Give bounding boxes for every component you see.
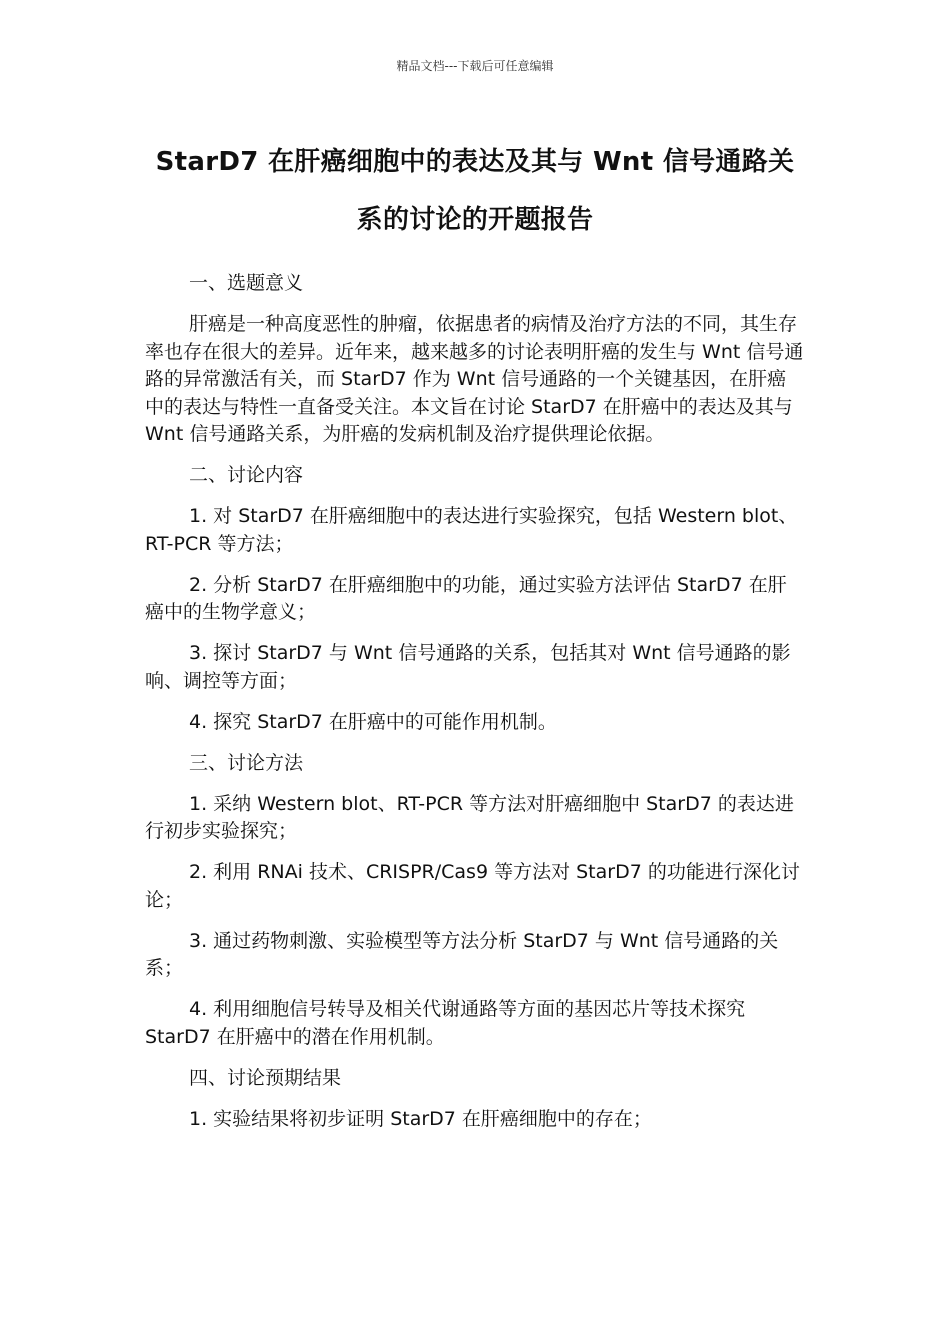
- list-item: 1. 采纳 Western blot、RT-PCR 等方法对肝癌细胞中 StarD7 的表达进行初步实验探究；: [145, 792, 794, 842]
- page-header-note: 精品文档---下载后可任意编辑: [396, 59, 554, 73]
- list-item: 4. 利用细胞信号转导及相关代谢通路等方面的基因芯片等技术探究 StarD7 在肝癌中的潜在作用机制。: [145, 998, 746, 1048]
- document-body: [145, 270, 805, 1147]
- section-heading-expected-results: 四、讨论预期结果: [189, 1066, 342, 1089]
- list-item: 1. 对 StarD7 在肝癌细胞中的表达进行实验探究，包括 Western blot、RT-PCR 等方法；: [145, 505, 798, 555]
- list-item: 2. 利用 RNAi 技术、CRISPR/Cas9 等方法对 StarD7 的功能进行深化讨论；: [145, 861, 800, 911]
- list-item: 3. 探讨 StarD7 与 Wnt 信号通路的关系，包括其对 Wnt 信号通路的影响、调控等方面；: [145, 642, 791, 692]
- list-item: 3. 通过药物刺激、实验模型等方法分析 StarD7 与 Wnt 信号通路的关系；: [145, 929, 779, 979]
- section-heading-significance: 一、选题意义: [189, 272, 304, 294]
- list-item: 2. 分析 StarD7 在肝癌细胞中的功能，通过实验方法评估 StarD7 在肝癌中的生物学意义；: [145, 573, 787, 623]
- document-title: StarD7 在肝癌细胞中的表达及其与 Wnt 信号通路关系的讨论的开题报告: [155, 147, 795, 235]
- section-heading-methods: 三、讨论方法: [189, 751, 304, 774]
- list-item: 4. 探究 StarD7 在肝癌中的可能作用机制。: [189, 710, 557, 733]
- paragraph-significance: 肝癌是一种高度恶性的肿瘤，依据患者的病情及治疗方法的不同，其生存率也存在很大的差异。近年来，越来越多的讨论表明肝癌的发生与 Wnt 信号通路的异常激活有关，而 StarD7 作为 Wnt 信号通路的一个关键基因，在肝癌中的表达与特性一直备受关注。本文旨在讨论 StarD7 在肝癌中的表达及其与 Wnt 信号通路关系，为肝癌的发病机制及治疗提供理论依据。: [145, 313, 804, 445]
- list-item: 1. 实验结果将初步证明 StarD7 在肝癌细胞中的存在；: [189, 1107, 652, 1130]
- section-heading-content: 二、讨论内容: [189, 464, 304, 486]
